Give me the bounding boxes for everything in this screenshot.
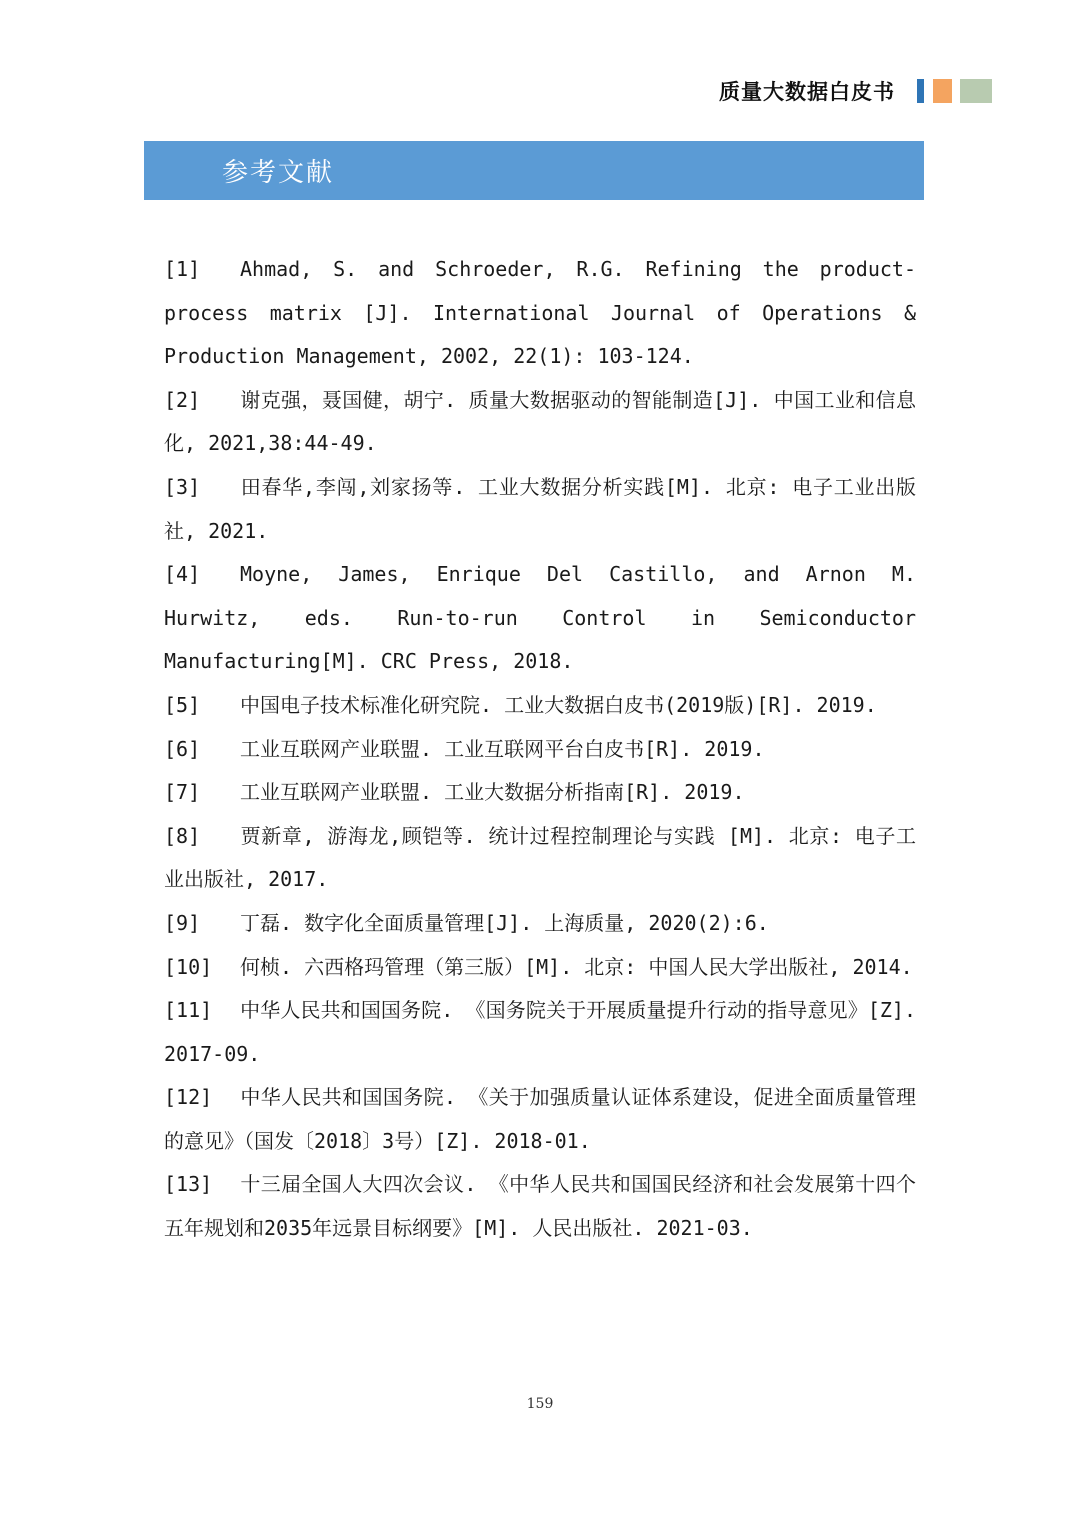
reference-item bbox=[164, 728, 916, 772]
reference-text: 谢克强，聂国健，胡宁. 质量大数据驱动的智能制造[J]. 中国工业和信息化, 2021,38:44-49. bbox=[164, 387, 916, 456]
reference-text: 何桢. 六西格玛管理（第三版）[M]. 北京: 中国人民大学出版社, 2014. bbox=[240, 954, 913, 979]
reference-number: [8] bbox=[164, 823, 201, 848]
section-title: 参考文献 bbox=[222, 158, 335, 188]
reference-item bbox=[164, 466, 916, 553]
reference-item bbox=[164, 989, 916, 1076]
reference-item bbox=[164, 815, 916, 902]
reference-text: 工业互联网产业联盟. 工业互联网平台白皮书[R]. 2019. bbox=[240, 736, 765, 761]
reference-item bbox=[164, 553, 916, 684]
header-title: 质量大数据白皮书 bbox=[719, 80, 895, 104]
reference-text: 工业互联网产业联盟. 工业大数据分析指南[R]. 2019. bbox=[240, 780, 745, 805]
reference-text: Ahmad, S. and Schroeder, R.G. Refining the product-process matrix [J]. International Journal of Operations & Production Management, 2002, 22(1): 103-124. bbox=[164, 257, 916, 369]
header-color-bar-blue bbox=[917, 79, 924, 103]
reference-number: [13] bbox=[164, 1172, 213, 1197]
reference-number: [3] bbox=[164, 474, 201, 499]
reference-number: [9] bbox=[164, 910, 201, 935]
reference-item bbox=[164, 946, 916, 990]
reference-text: 丁磊. 数字化全面质量管理[J]. 上海质量, 2020(2):6. bbox=[240, 910, 769, 935]
reference-item bbox=[164, 1076, 916, 1163]
reference-number: [1] bbox=[164, 257, 201, 281]
reference-number: [2] bbox=[164, 387, 201, 412]
reference-text: 田春华,李闯,刘家扬等. 工业大数据分析实践[M]. 北京: 电子工业出版社, 2021. bbox=[164, 474, 916, 543]
page-number: 159 bbox=[526, 1396, 554, 1412]
reference-number: [7] bbox=[164, 780, 201, 805]
reference-text: 中华人民共和国国务院. 《国务院关于开展质量提升行动的指导意见》[Z]. 2017-09. bbox=[164, 998, 916, 1066]
reference-item bbox=[164, 1163, 916, 1250]
header-color-bar-green bbox=[960, 79, 992, 103]
reference-text: 贾新章, 游海龙,顾铠等. 统计过程控制理论与实践 [M]. 北京: 电子工业出版社, 2017. bbox=[164, 823, 916, 892]
reference-number: [12] bbox=[164, 1085, 213, 1110]
header-color-bar-orange bbox=[933, 79, 952, 103]
reference-number: [6] bbox=[164, 736, 201, 761]
page-header bbox=[719, 76, 992, 106]
reference-item bbox=[164, 902, 916, 946]
reference-number: [10] bbox=[164, 954, 213, 979]
reference-text: 十三届全国人大四次会议. 《中华人民共和国国民经济和社会发展第十四个五年规划和2035年远景目标纲要》[M]. 人民出版社. 2021-03. bbox=[164, 1172, 916, 1241]
reference-number: [11] bbox=[164, 998, 213, 1023]
reference-text: 中华人民共和国国务院. 《关于加强质量认证体系建设，促进全面质量管理的意见》（国发〔2018〕3号）[Z]. 2018-01. bbox=[164, 1085, 916, 1153]
reference-text: Moyne, James, Enrique Del Castillo, and Arnon M. Hurwitz, eds. Run-to-run Control in Semiconductor Manufacturing[M]. CRC Press, 2018. bbox=[164, 562, 916, 674]
reference-item bbox=[164, 379, 916, 466]
reference-text: 中国电子技术标准化研究院. 工业大数据白皮书(2019版)[R]. 2019. bbox=[240, 692, 877, 717]
reference-number: [4] bbox=[164, 562, 201, 587]
reference-item bbox=[164, 771, 916, 815]
section-banner bbox=[144, 141, 924, 200]
reference-list bbox=[164, 248, 916, 1251]
reference-item bbox=[164, 684, 916, 728]
reference-number: [5] bbox=[164, 692, 201, 717]
reference-item bbox=[164, 248, 916, 379]
